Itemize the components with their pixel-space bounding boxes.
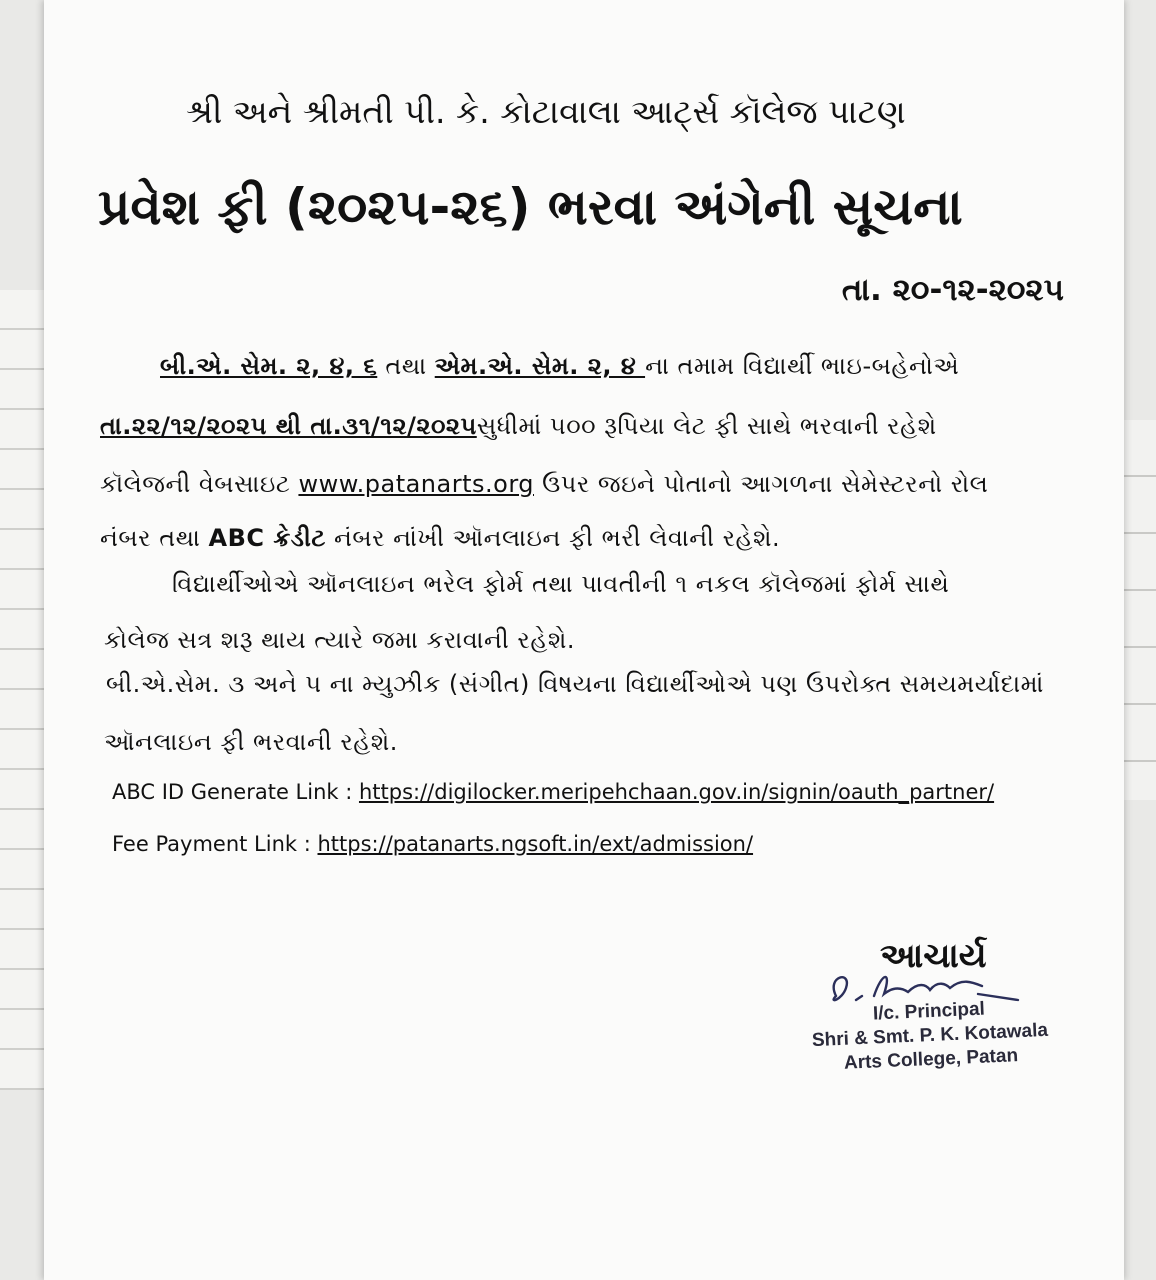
para2-line2: કોલેજ સત્ર શરૂ થાય ત્યારે જમા કરાવાની રહેશે. [104, 626, 576, 654]
para3-line2: ઑનલાઇન ફી ભરવાની રહેશે. [104, 728, 398, 756]
website-link[interactable]: www.patanarts.org [298, 470, 534, 498]
stamp-line2: Shri & Smt. P. K. Kotawala [811, 1019, 1049, 1052]
principal-title: આચાર્ય [880, 936, 987, 976]
stamp-line3: Arts College, Patan [843, 1045, 1019, 1074]
underlying-page-right [1124, 420, 1156, 800]
underlying-page-left [0, 290, 44, 1090]
abc-credit: ABC ક્રેડીટ [208, 524, 326, 552]
roll-prefix: નંબર તથા [100, 524, 209, 552]
para1-line4 [100, 524, 780, 552]
website-prefix: કૉલેજની વેબસાઇટ [100, 470, 299, 498]
and-text: તથા [377, 352, 435, 380]
fee-link-row [112, 832, 753, 856]
college-name: શ્રી અને શ્રીમતી પી. કે. કોટાવાલા આર્ટ્સ કૉલેજ પાટણ [186, 92, 906, 131]
notice-date: તા. ૨૦-૧૨-૨૦૨૫ [841, 272, 1064, 308]
para2-line1: વિદ્યાર્થીઓએ ઑનલાઇન ભરેલ ફોર્મ તથા પાવતીની ૧ નકલ કૉલેજમાં ફોર્મ સાથે [172, 570, 950, 598]
courses-ba: બી.એ. સેમ. ૨, ૪, ૬ [160, 352, 378, 380]
para3-line1: બી.એ.સેમ. ૩ અને ૫ ના મ્યુઝીક (સંગીત) વિષયના વિદ્યાર્થીઓએ પણ ઉપરોક્ત સમયમર્યાદામાં [106, 670, 1044, 698]
abc-link-row [112, 780, 994, 804]
students-text: ના તમામ વિદ્યાર્થી ભાઇ-બહેનોએ [645, 352, 960, 380]
abc-link-label: ABC ID Generate Link : [112, 780, 359, 804]
courses-ma: એમ.એ. સેમ. ૨, ૪ [434, 352, 646, 380]
deadline: તા.૨૨/૧૨/૨૦૨૫ થી તા.૩૧/૧૨/૨૦૨૫ [100, 412, 477, 440]
para1-line1 [160, 352, 959, 380]
notice-title: પ્રવેશ ફી (૨૦૨૫-૨૬) ભરવા અંગેની સૂચના [98, 178, 963, 236]
late-fee-text: સુધીમાં ૫૦૦ રૂપિયા લેટ ફી સાથે ભરવાની રહેશે [476, 412, 937, 440]
website-suffix: ઉપર જઇને પોતાનો આગળના સેમેસ્ટરનો રોલ [534, 470, 989, 498]
fee-payment-link[interactable]: https://patanarts.ngsoft.in/ext/admission/ [317, 832, 754, 856]
roll-suffix: નંબર નાંખી ઑનલાઇન ફી ભરી લેવાની રહેશે. [325, 524, 781, 552]
fee-link-label: Fee Payment Link : [112, 832, 318, 856]
abc-link[interactable]: https://digilocker.meripehchaan.gov.in/signin/oauth_partner/ [358, 780, 995, 804]
stamp-line1: I/c. Principal [872, 998, 986, 1025]
principal-stamp [789, 994, 1072, 1078]
para1-line3 [100, 470, 988, 498]
para1-line2 [100, 412, 937, 440]
